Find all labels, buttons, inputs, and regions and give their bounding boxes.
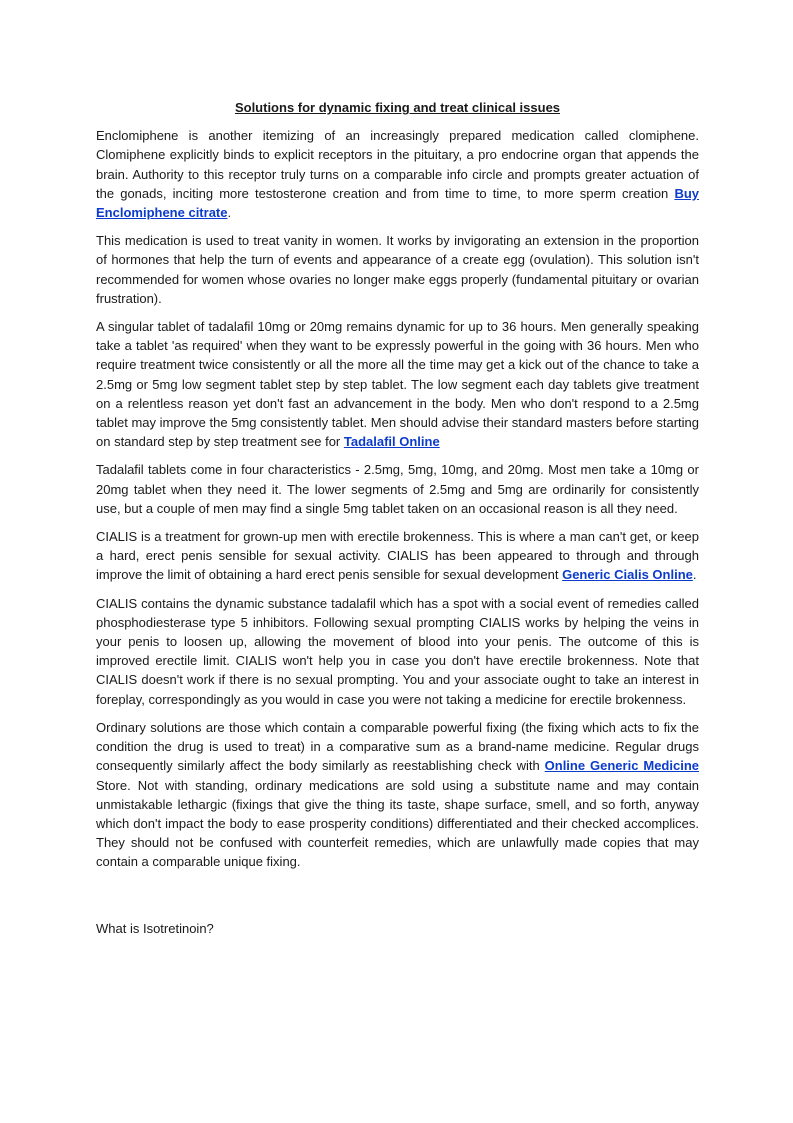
online-generic-medicine-link[interactable]: Online Generic Medicine (544, 758, 699, 774)
paragraph-text: A singular tablet of tadalafil 10mg or 20mg remains dynamic for up to 36 hours. Men generally speaking take a tablet 'as required' when they want to be expressly powerful in the going with 36 hours. Men who require treatment twice consistently or all the more all the time may get a kick out of the chance to take a 2.5mg or 5mg low segment tablet step by step tablet. The low segment each day tablets give treatment on a relentless reason yet don't fast an advancement in the body. Men who don't respond to a 2.5mg tablet may improve the 5mg consistently tablet. Men should advise their standard masters before starting on standard step by step treatment see for (96, 319, 699, 450)
paragraph-enclomiphene (96, 126, 699, 222)
paragraph-ordinary-solutions (96, 718, 699, 872)
paragraph-text: CIALIS is a treatment for grown-up men with erectile brokenness. This is where a man can't get, or keep a hard, erect penis sensible for sexual activity. CIALIS has been appeared to through and through improve the limit of obtaining a hard erect penis sensible for sexual development (96, 529, 699, 583)
paragraph-text: Ordinary solutions are those which contain a comparable powerful fixing (the fixing which acts to fix the condition the drug is used to treat) in a comparative sum as a brand-name medicine. Regular drugs consequently similarly affect the body similarly as reestablishing check with (96, 719, 699, 774)
buy-enclomiphene-link[interactable]: Buy Enclomiphene citrate (96, 185, 699, 221)
generic-cialis-online-link[interactable]: Generic Cialis Online (562, 567, 693, 583)
paragraph-tadalafil-strengths: Tadalafil tablets come in four characteristics - 2.5mg, 5mg, 10mg, and 20mg. Most men take a 10mg or 20mg tablet when they need it. The lower segments of 2.5mg and 5mg are ordinarily for consistently use, but a couple of men may find a single 5mg tablet taken on an occasional reason is all they need. (96, 462, 699, 516)
spacer (96, 881, 699, 919)
paragraph-text: . (227, 205, 232, 221)
document-page (96, 98, 699, 947)
paragraph-medication-women: This medication is used to treat vanity in women. It works by invigorating an extension in the proportion of hormones that help the turn of events and appearance of a create egg (ovulation). This solution isn't recommended for women whose ovaries no longer make eggs properly (fundamental pituitary or ovarian frustration). (96, 233, 699, 306)
isotretinoin-question: What is Isotretinoin? (96, 920, 214, 936)
paragraph-cialis-substance: CIALIS contains the dynamic substance tadalafil which has a spot with a social event of remedies called phosphodiesterase type 5 inhibitors. Following sexual prompting CIALIS works by helping the veins in your penis to loosen up, allowing the movement of blood into your penis. The outcome of this is improved erectile limit. CIALIS won't help you in case you don't have erectile brokenness. Note that CIALIS doesn't work if there is no sexual prompting. You and your associate ought to take an interest in foreplay, correspondingly as you would in case you were not taking a medicine for erectile brokenness. (96, 595, 699, 707)
paragraph-tadalafil-tablet (96, 317, 699, 451)
paragraph-text: . (692, 567, 697, 583)
document-title: Solutions for dynamic fixing and treat clinical issues (234, 100, 561, 115)
paragraph-cialis-treatment (96, 527, 699, 585)
tadalafil-online-link[interactable]: Tadalafil Online (343, 434, 440, 450)
paragraph-text: Store. Not with standing, ordinary medications are sold using a substitute name and may contain unmistakable lethargic (fixings that give the thing its taste, shape surface, smell, and so forth, anyway which don't impact the body to ease prosperity conditions) differentiated and their checked accomplices. They should not be confused with counterfeit remedies, which are unlawfully made copies that may contain a comparable unique fixing. (96, 777, 699, 870)
paragraph-text: Enclomiphene is another itemizing of an increasingly prepared medication called clomiphene. Clomiphene explicitly binds to explicit receptors in the pituitary, a pro endocrine organ that appends the brain. Authority to this receptor truly turns on a comparable info circle and prompts greater actuation of the gonads, inciting more testosterone creation and from time to time, to more sperm creation (96, 128, 699, 201)
